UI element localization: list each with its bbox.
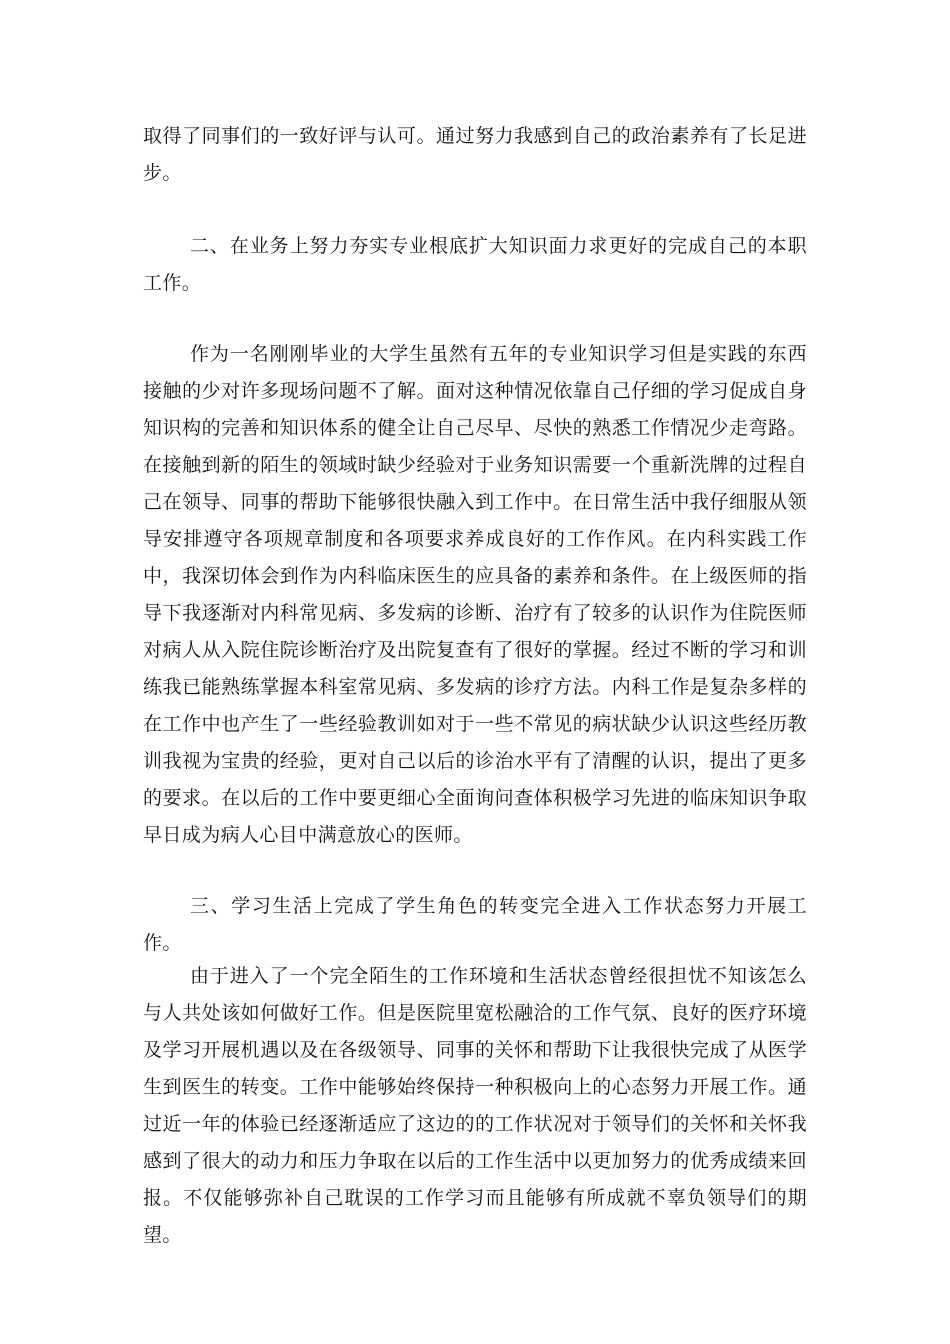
paragraph-study-life: 由于进入了一个完全陌生的工作环境和生活状态曾经很担忧不知该怎么与人共处该如何做好工作。但是医院里宽松融洽的工作气氛、良好的医疗环境及学习开展机遇以及在各级领导、同事的关怀和帮助下让我很快完成了从医学生到医生的转变。工作中能够始终保持一种积极向上的心态努力开展工作。通过近一年的体验已经逐渐适应了这边的的工作状况对于领导们的关怀和关怀我感到了很大的动力和压力争取在以后的工作生活中以更加努力的优秀成绩来回报。不仅能够弥补自己耽误的工作学习而且能够有所成就不辜负领导们的期望。 xyxy=(143,965,807,1246)
section-heading-study-life: 三、学习生活上完成了学生角色的转变完全进入工作状态努力开展工作。 xyxy=(143,895,807,954)
section-heading-professional-work: 二、在业务上努力夯实专业根底扩大知识面力求更好的完成自己的本职工作。 xyxy=(143,235,807,294)
paragraph-political-progress: 取得了同事们的一致好评与认可。通过努力我感到自己的政治素养有了长足进步。 xyxy=(143,125,807,184)
paragraph-professional-work: 作为一名刚刚毕业的大学生虽然有五年的专业知识学习但是实践的东西接触的少对许多现场问题不了解。面对这种情况依靠自己仔细的学习促成自身知识构的完善和知识体系的健全让自己尽早、尽快的熟悉工作情况少走弯路。在接触到新的陌生的领域时缺少经验对于业务知识需要一个重新洗牌的过程自己在领导、同事的帮助下能够很快融入到工作中。在日常生活中我仔细服从领导安排遵守各项规章制度和各项要求养成良好的工作作风。在内科实践工作中，我深切体会到作为内科临床医生的应具备的素养和条件。在上级医师的指导下我逐渐对内科常见病、多发病的诊断、治疗有了较多的认识作为住院医师对病人从入院住院诊断治疗及出院复查有了很好的掌握。经过不断的学习和训练我已能熟练掌握本科室常见病、多发病的诊疗方法。内科工作是复杂多样的在工作中也产生了一些经验教训如对于一些不常见的病状缺少认识这些经历教训我视为宝贵的经验，更对自己以后的诊治水平有了清醒的认识，提出了更多的要求。在以后的工作中要更细心全面询问查体积极学习先进的临床知识争取早日成为病人心目中满意放心的医师。 xyxy=(143,343,807,846)
